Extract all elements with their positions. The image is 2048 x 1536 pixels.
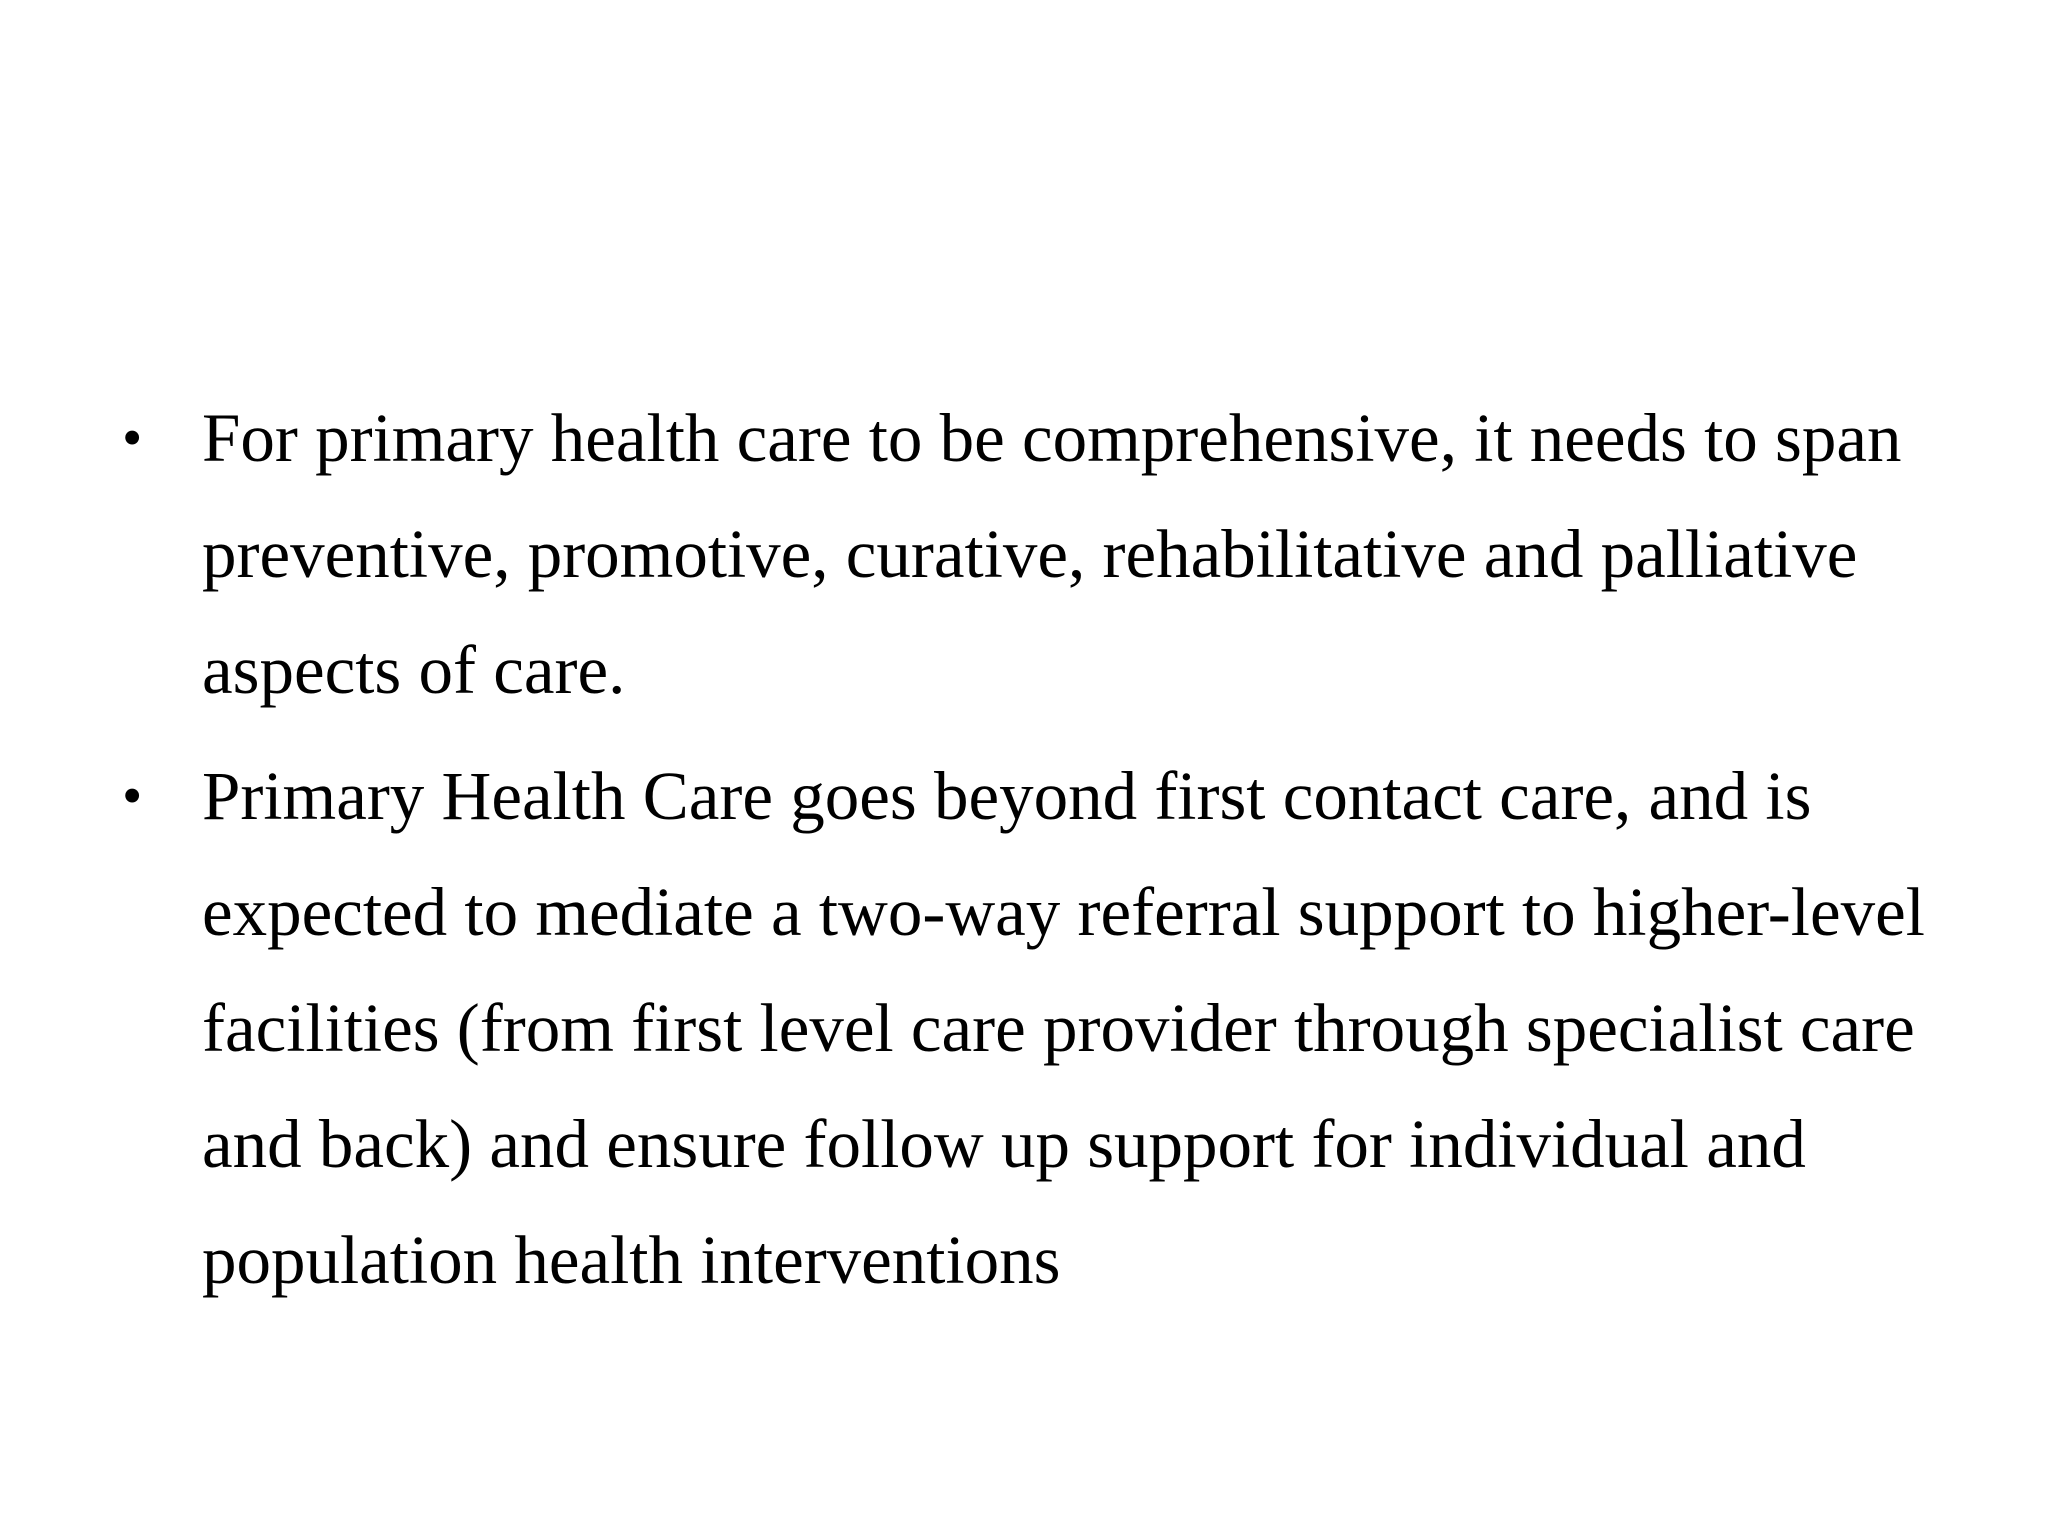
text-line: Primary Health Care goes beyond first contact care, and is	[202, 758, 1812, 834]
text-line: expected to mediate a two-way referral support to higher-level	[202, 874, 1925, 950]
bullet-list	[122, 380, 2002, 1328]
text-line: For primary health care to be comprehensive, it needs to span	[202, 400, 1902, 476]
text-line: population health interventions	[202, 1222, 1061, 1298]
text-line: preventive, promotive, curative, rehabilitative and palliative	[202, 516, 1858, 592]
text-line: facilities (from first level care provider through specialist care	[202, 990, 1915, 1066]
text-line: aspects of care.	[202, 632, 626, 708]
bullet-item-referral	[122, 738, 2002, 1318]
bullet-dot-icon: •	[122, 763, 143, 828]
bullet-item-comprehensive	[122, 380, 2002, 728]
bullet-text	[202, 380, 2002, 728]
bullet-text	[202, 738, 2002, 1318]
bullet-dot-icon: •	[122, 405, 143, 470]
text-line: and back) and ensure follow up support for individual and	[202, 1106, 1806, 1182]
